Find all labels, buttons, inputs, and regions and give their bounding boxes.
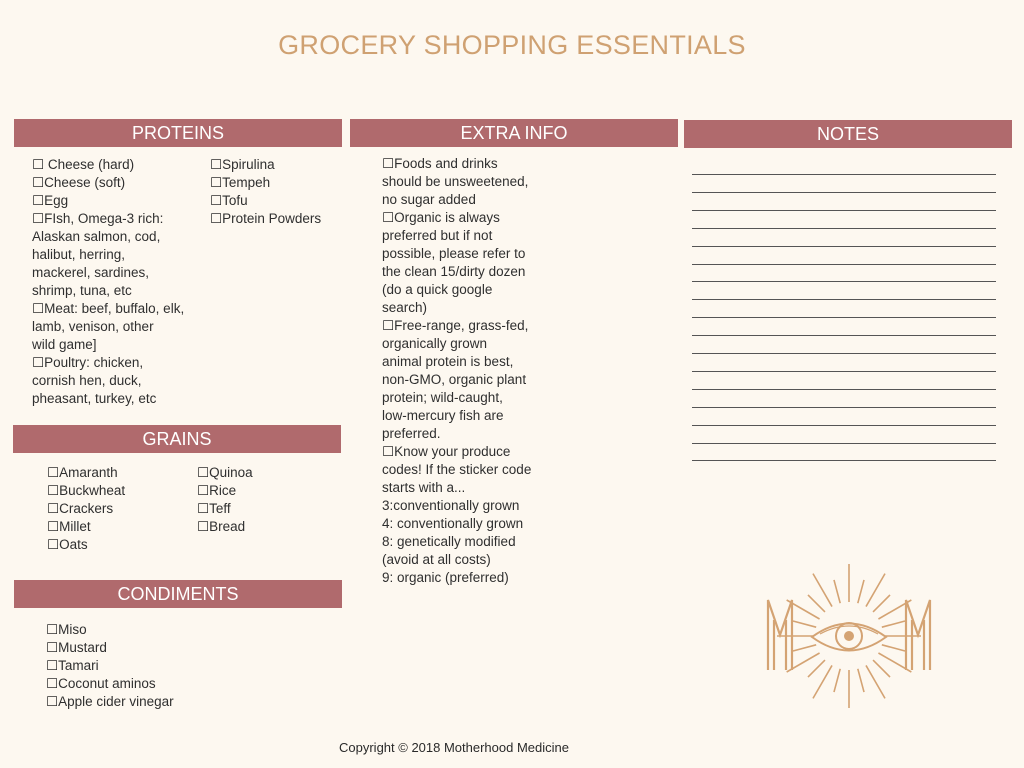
logo-ray	[834, 580, 840, 603]
logo-ray	[873, 660, 890, 677]
checklist-item[interactable]: ☐Quinoa	[197, 465, 253, 480]
notes-line[interactable]	[692, 228, 996, 229]
logo-ray	[866, 665, 885, 698]
copyright-footer: Copyright © 2018 Motherhood Medicine	[339, 740, 569, 755]
checklist-item[interactable]: ☐Teff	[197, 501, 231, 516]
notes-line[interactable]	[692, 407, 996, 408]
checklist-item[interactable]: ☐ Cheese (hard)	[32, 157, 135, 172]
checklist-item[interactable]: ☐Meat: beef, buffalo, elk, lamb, venison, other wild game]	[32, 301, 185, 352]
checklist-item[interactable]: ☐Bread	[197, 519, 246, 534]
checklist-item[interactable]: ☐Cheese (soft)	[32, 175, 126, 190]
notes-line[interactable]	[692, 264, 996, 265]
notes-header: NOTES	[684, 120, 1012, 148]
logo-ray	[808, 595, 825, 612]
motherhood-medicine-logo	[760, 560, 940, 720]
checklist-item[interactable]: ☐Apple cider vinegar	[46, 694, 174, 709]
logo-letter-m-left	[768, 600, 792, 670]
checklist-item[interactable]: ☐Crackers	[47, 501, 114, 516]
logo-ray	[813, 665, 832, 698]
notes-line[interactable]	[692, 281, 996, 282]
logo-ray	[793, 645, 816, 651]
logo-ray	[882, 621, 905, 627]
notes-line[interactable]	[692, 335, 996, 336]
checklist-item[interactable]: ☐FIsh, Omega-3 rich: Alaskan salmon, cod, halibut, herring, mackerel, sardines, shrimp, tuna, etc	[32, 211, 164, 298]
extra-info-text: ☐Foods and drinks should be unsweetened, no sugar added ☐Organic is always preferred but if not possible, please refer to the clean 15/dirty dozen (do a quick google search) ☐Free-range, grass-fed, organically grown animal protein is best, non-GMO, organic plant protein; wild-caught, low-mercury fish are preferred. ☐Know your produce codes! If the sticker code starts with a... 3:conventionally grown 4: conventionally grown 8: genetically modified (avoid at all costs) 9: organic (preferred)	[382, 156, 532, 585]
condiments-list	[46, 621, 246, 711]
logo-ray	[866, 574, 885, 607]
checklist-item[interactable]: ☐Coconut aminos	[46, 676, 156, 691]
grains-header: GRAINS	[13, 425, 341, 453]
notes-line[interactable]	[692, 353, 996, 354]
checklist-item[interactable]: ☐Miso	[46, 622, 87, 637]
checklist-item[interactable]: ☐Tofu	[210, 193, 248, 208]
checklist-item[interactable]: ☐Mustard	[46, 640, 107, 655]
proteins-list-col1	[32, 156, 207, 408]
notes-line[interactable]	[692, 443, 996, 444]
notes-line[interactable]	[692, 174, 996, 175]
notes-line[interactable]	[692, 425, 996, 426]
eye-icon	[812, 623, 886, 651]
checklist-item[interactable]: ☐Millet	[47, 519, 91, 534]
logo-ray	[858, 580, 864, 603]
notes-line[interactable]	[692, 371, 996, 372]
notes-line[interactable]	[692, 317, 996, 318]
logo-ray	[882, 645, 905, 651]
logo-ray	[813, 574, 832, 607]
logo-ray	[873, 595, 890, 612]
grains-list-col1	[47, 464, 187, 554]
notes-line[interactable]	[692, 299, 996, 300]
checklist-item[interactable]: ☐Egg	[32, 193, 69, 208]
checklist-item[interactable]: ☐Buckwheat	[47, 483, 126, 498]
notes-line[interactable]	[692, 210, 996, 211]
checklist-item[interactable]: ☐Rice	[197, 483, 237, 498]
checklist-item[interactable]: ☐Protein Powders	[210, 211, 322, 226]
proteins-header: PROTEINS	[14, 119, 342, 147]
logo-ray	[793, 621, 816, 627]
notes-line[interactable]	[692, 389, 996, 390]
logo-ray	[858, 669, 864, 692]
logo-ray	[834, 669, 840, 692]
checklist-item[interactable]: ☐Oats	[47, 537, 88, 552]
grains-list-col2	[197, 464, 337, 536]
checklist-item[interactable]: ☐Poultry: chicken, cornish hen, duck, pheasant, turkey, etc	[32, 355, 157, 406]
notes-line[interactable]	[692, 246, 996, 247]
checklist-item[interactable]: ☐Amaranth	[47, 465, 118, 480]
page-title: GROCERY SHOPPING ESSENTIALS	[278, 30, 746, 60]
condiments-header: CONDIMENTS	[14, 580, 342, 608]
proteins-list-col2	[210, 156, 340, 228]
notes-line[interactable]	[692, 460, 996, 461]
notes-line[interactable]	[692, 192, 996, 193]
checklist-item[interactable]: ☐Spirulina	[210, 157, 275, 172]
extra-info-header: EXTRA INFO	[350, 119, 678, 147]
logo-ray	[808, 660, 825, 677]
checklist-item[interactable]: ☐Tamari	[46, 658, 99, 673]
checklist-item[interactable]: ☐Tempeh	[210, 175, 271, 190]
logo-letter-m-right	[906, 600, 930, 670]
